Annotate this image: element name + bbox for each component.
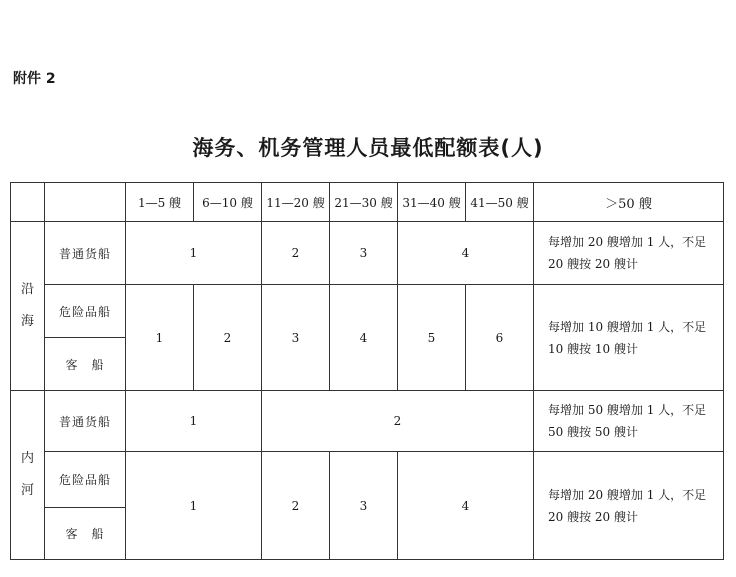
inland-general-rule [534, 391, 724, 452]
region-inland-char-2: 河 [20, 483, 34, 498]
coastal-passenger-name: 客 船 [45, 338, 126, 391]
quota-table-container [10, 182, 724, 560]
coastal-shared-6-10: 2 [194, 285, 262, 391]
inland-shared-21-30: 3 [330, 452, 398, 560]
coastal-dangerous-name: 危险品船 [45, 285, 126, 338]
region-inland-char-1: 内 [20, 451, 34, 466]
coastal-general-row [11, 222, 724, 285]
inland-general-rule-line-2: 50 艘按 50 艘计 [548, 425, 638, 439]
inland-passenger-name: 客 船 [45, 508, 126, 560]
inland-general-name: 普通货船 [45, 391, 126, 452]
header-1-5: 1—5 艘 [126, 183, 194, 222]
inland-general-rule-line-1: 每增加 50 艘增加 1 人，不足 [548, 403, 707, 417]
header-11-20: 11—20 艘 [262, 183, 330, 222]
region-coastal-char-2: 海 [20, 314, 34, 329]
inland-shared-1-10: 1 [126, 452, 262, 560]
inland-shared-rule [534, 452, 724, 560]
coastal-general-11-20: 2 [262, 222, 330, 285]
header-31-40: 31—40 艘 [398, 183, 466, 222]
coastal-dangerous-row [11, 285, 724, 338]
coastal-shared-rule-line-1: 每增加 10 艘增加 1 人，不足 [548, 319, 707, 334]
inland-shared-31-50: 4 [398, 452, 534, 560]
coastal-shared-rule-line-2: 10 艘按 10 艘计 [548, 341, 638, 356]
inland-shared-rule-line-1: 每增加 20 艘增加 1 人，不足 [548, 487, 707, 502]
header-empty-region [11, 183, 45, 222]
coastal-shared-11-20: 3 [262, 285, 330, 391]
coastal-shared-41-50: 6 [466, 285, 534, 391]
coastal-general-rule-line-2: 20 艘按 20 艘计 [548, 257, 638, 271]
coastal-general-rule [534, 222, 724, 285]
coastal-general-21-30: 3 [330, 222, 398, 285]
coastal-general-rule-line-1: 每增加 20 艘增加 1 人，不足 [548, 235, 707, 249]
inland-general-1-10: 1 [126, 391, 262, 452]
quota-table [10, 182, 724, 560]
header-21-30: 21—30 艘 [330, 183, 398, 222]
annex-label: 附件 2 [13, 71, 56, 87]
region-coastal-char-1: 沿 [20, 282, 34, 297]
page-title: 海务、机务管理人员最低配额表(人) [192, 136, 544, 160]
header-over-50: ＞50 艘 [534, 183, 724, 222]
header-6-10: 6—10 艘 [194, 183, 262, 222]
coastal-shared-1-5: 1 [126, 285, 194, 391]
region-inland [11, 391, 45, 560]
region-coastal [11, 222, 45, 391]
inland-dangerous-row [11, 452, 724, 508]
coastal-shared-31-40: 5 [398, 285, 466, 391]
coastal-shared-rule [534, 285, 724, 391]
inland-general-row [11, 391, 724, 452]
inland-dangerous-name: 危险品船 [45, 452, 126, 508]
header-empty-type [45, 183, 126, 222]
coastal-general-31-50: 4 [398, 222, 534, 285]
coastal-general-1-10: 1 [126, 222, 262, 285]
inland-shared-rule-line-2: 20 艘按 20 艘计 [548, 509, 638, 524]
inland-general-11-50: 2 [262, 391, 534, 452]
inland-shared-11-20: 2 [262, 452, 330, 560]
header-41-50: 41—50 艘 [466, 183, 534, 222]
coastal-shared-21-30: 4 [330, 285, 398, 391]
coastal-general-name: 普通货船 [45, 222, 126, 285]
header-row [11, 183, 724, 222]
